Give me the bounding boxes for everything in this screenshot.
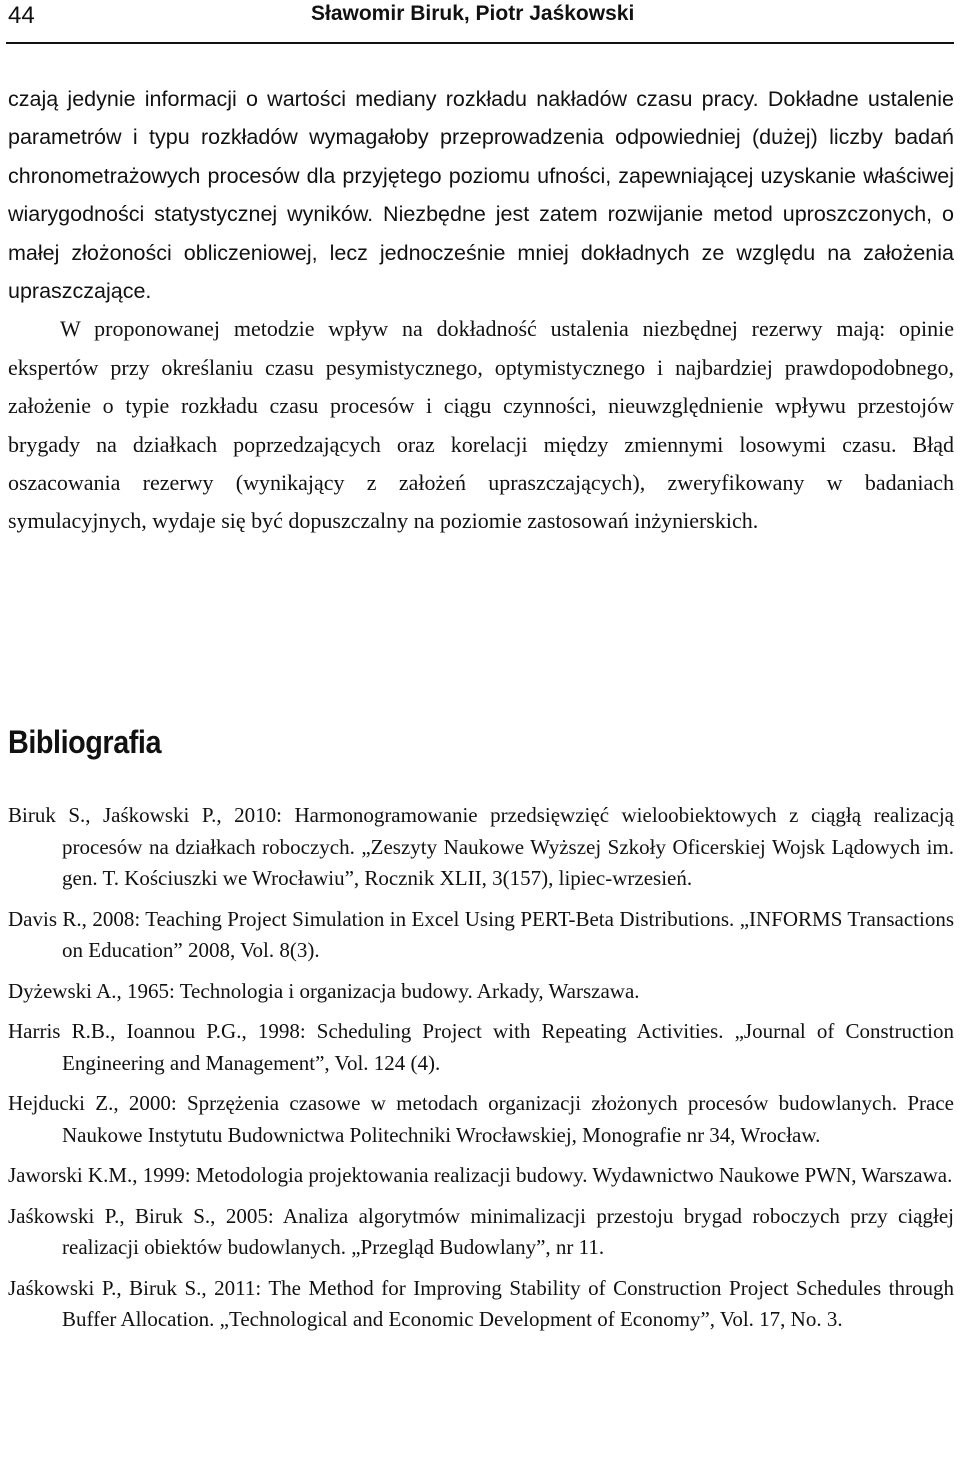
body-paragraph: czają jedynie informacji o wartości mediany rozkładu nakładów czasu pracy. Dokładne ustalenie parametrów i typu rozkładów wymagałoby przeprowadzenia odpowiedniej (dużej) liczby badań chronometrażowych procesów dla przyjętego poziomu ufności, zapewniającej uzyskanie właściwej wiarygodności statystycznej wyników. Niezbędne jest zatem rozwijanie metod uproszczonych, o małej złożoności obliczeniowej, lecz jednocześnie mniej dokładnych ze względu na założenia upraszczające. [8, 87, 954, 304]
body-text [8, 80, 954, 541]
body-paragraph: W proponowanej metodzie wpływ na dokładność ustalenia niezbędnej rezerwy mają: opinie ekspertów przy określaniu czasu pesymistycznego, optymistycznego i najbardziej prawdopodobnego, założenie o typie rozkładu czasu procesów i ciągu czynności, nieuwzględnienie wpływu przestojów brygady na działkach poprzedzających oraz korelacji między zmiennymi losowymi czasu. Błąd oszacowania rezerwy (wynikający z założeń upraszczających), zweryfikowany w badaniach symulacyjnych, wydaje się być dopuszczalny na poziomie zastosowań inżynierskich. [8, 316, 954, 534]
page-number: 44 [8, 2, 35, 29]
reference-list [8, 800, 954, 1345]
reference-item: Harris R.B., Ioannou P.G., 1998: Scheduling Project with Repeating Activities. „Journal of Construction Engineering and Management”, Vol. 124 (4). [8, 1019, 954, 1075]
running-head-authors: Sławomir Biruk, Piotr Jaśkowski [311, 2, 635, 25]
reference-item: Davis R., 2008: Teaching Project Simulation in Excel Using PERT-Beta Distributions. „INFORMS Transactions on Education” 2008, Vol. 8(3). [8, 906, 954, 962]
reference-item: Hejducki Z., 2000: Sprzężenia czasowe w metodach organizacji złożonych procesów budowlanych. Prace Naukowe Instytutu Budownictwa Politechniki Wrocławskiej, Monografie nr 34, Wrocław. [8, 1091, 954, 1147]
reference-item: Jaśkowski P., Biruk S., 2005: Analiza algorytmów minimalizacji przestoju brygad roboczych przy ciągłej realizacji obiektów budowlanych. „Przegląd Budowlany”, nr 11. [8, 1203, 954, 1259]
reference-item: Jaworski K.M., 1999: Metodologia projektowania realizacji budowy. Wydawnictwo Naukowe PWN, Warszawa. [8, 1163, 953, 1187]
bibliography-heading: Bibliografia [8, 724, 162, 760]
reference-item: Dyżewski A., 1965: Technologia i organizacja budowy. Arkady, Warszawa. [8, 978, 640, 1003]
page-header [6, 0, 954, 44]
reference-item: Biruk S., Jaśkowski P., 2010: Harmonogramowanie przedsięwzięć wieloobiektowych z ciągłą realizacją procesów na działkach roboczych. „Zeszyty Naukowe Wyższej Szkoły Oficerskiej Wojsk Lądowych im. gen. T. Kościuszki we Wrocławiu”, Rocznik XLII, 3(157), lipiec-wrzesień. [8, 803, 954, 890]
reference-item: Jaśkowski P., Biruk S., 2011: The Method for Improving Stability of Construction Project Schedules through Buffer Allocation. „Technological and Economic Development of Economy”, Vol. 17, No. 3. [8, 1275, 954, 1331]
